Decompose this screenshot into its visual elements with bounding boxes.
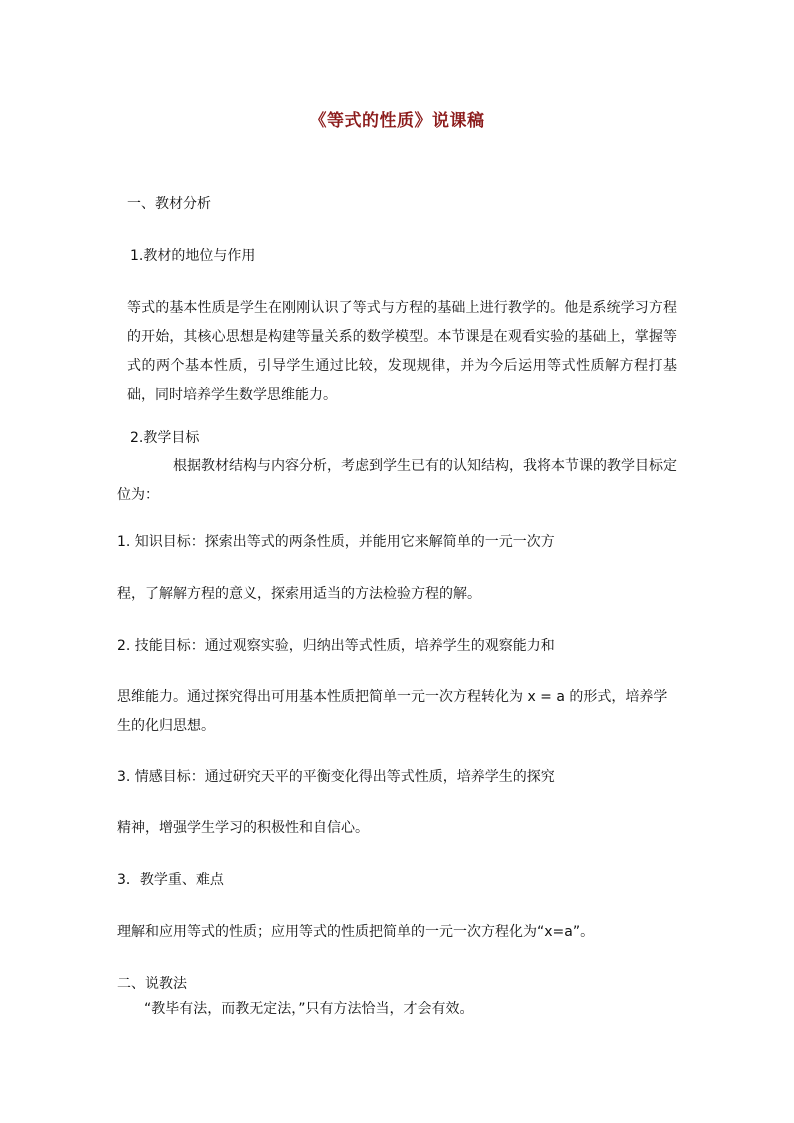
goal3-line1: 3. 情感目标：通过研究天平的平衡变化得出等式性质，培养学生的探究 [117, 769, 555, 785]
goal2-line1: 2. 技能目标：通过观察实验，归纳出等式性质，培养学生的观察能力和 [117, 638, 555, 654]
subheading-role: 1.教材的地位与作用 [130, 248, 256, 264]
section-heading-materials: 一、教材分析 [127, 196, 211, 212]
goal1-line2: 程，了解解方程的意义，探索用适当的方法检验方程的解。 [117, 586, 481, 602]
subheading-goals: 2.教学目标 [130, 430, 200, 446]
goal3-line2: 精神，增强学生学习的积极性和自信心。 [117, 820, 369, 836]
paragraph-goals-intro: 根据教材结构与内容分析，考虑到学生已有的认知结构，我将本节课的教学目标定位为： [117, 458, 677, 503]
paragraph-role: 等式的基本性质是学生在刚刚认识了等式与方程的基础上进行教学的。他是系统学习方程的开始，其核心思想是构建等量关系的数学模型。本节课是在观看实验的基础上，掌握等式的两个基本性质，引导学生通过比较，发现规律，并为今后运用等式性质解方程打基础，同时培养学生数学思维能力。 [127, 300, 677, 403]
methods-quote: “教毕有法，而教无定法，”只有方法恰当，才会有效。 [144, 1001, 474, 1017]
document-title: 《等式的性质》说课稿 [309, 111, 485, 131]
paragraph-key-points: 理解和应用等式的性质；应用等式的性质把简单的一元一次方程化为“x=a”。 [117, 924, 595, 940]
section-heading-methods: 二、说教法 [117, 976, 187, 992]
subheading-key-points: 3．教学重、难点 [117, 872, 224, 888]
goal1-line1: 1. 知识目标：探索出等式的两条性质，并能用它来解简单的一元一次方 [117, 534, 555, 550]
goal2-line2: 思维能力。通过探究得出可用基本性质把简单一元一次方程转化为 x = a 的形式，培养学生的化归思想。 [117, 689, 668, 734]
